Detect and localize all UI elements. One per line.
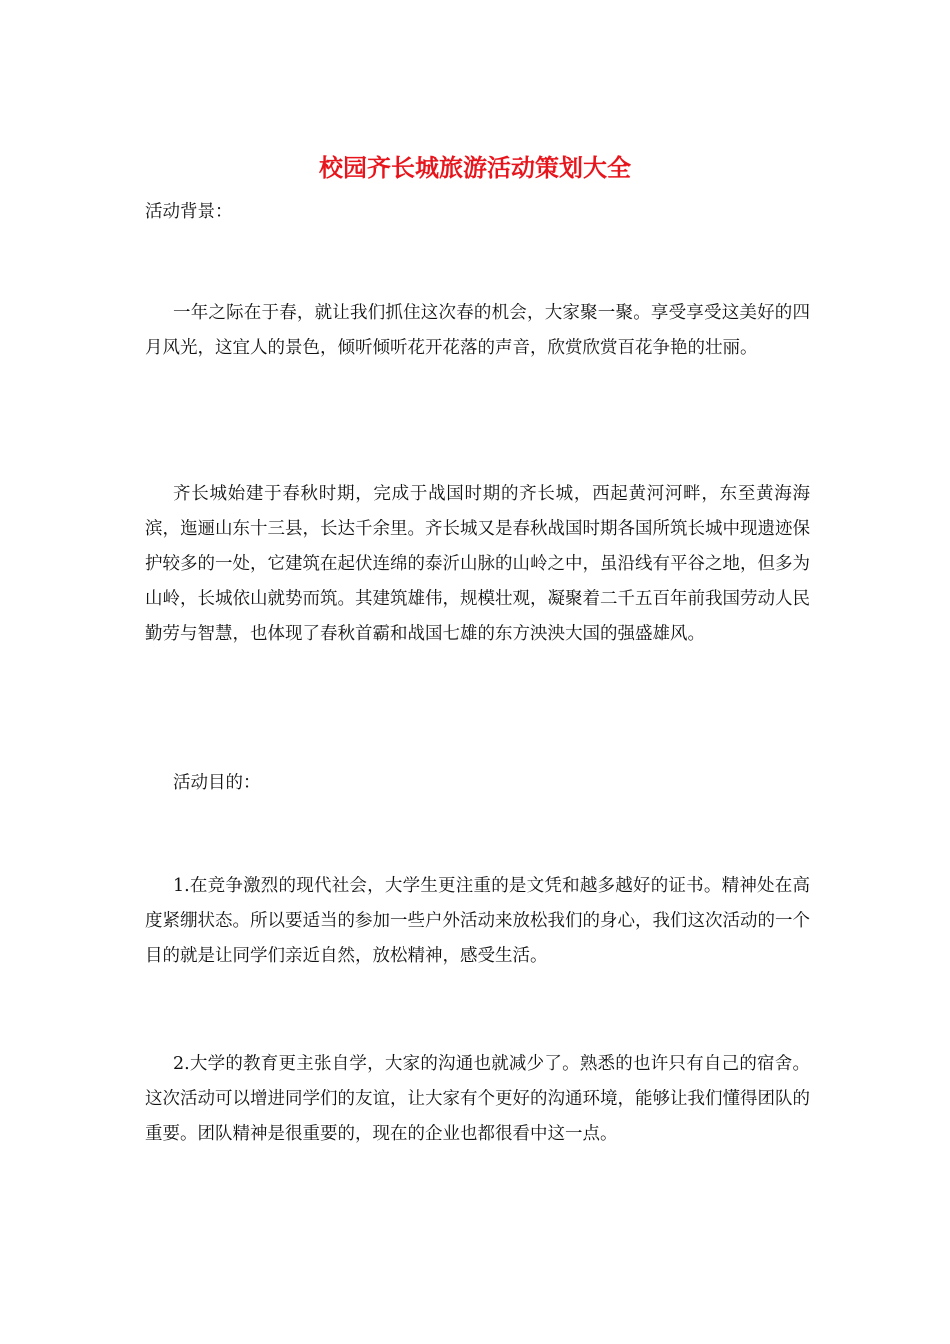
- purpose-heading: 活动目的：: [173, 773, 261, 793]
- purpose-item-1: 1.在竞争激烈的现代社会，大学生更注重的是文凭和越多越好的证书。精神处在高度紧绷状态。所以要适当的参加一些户外活动来放松我们的身心，我们这次活动的一个目的就是让同学们亲近自然，放松精神，感受生活。: [145, 876, 810, 966]
- background-paragraph-1: 一年之际在于春，就让我们抓住这次春的机会，大家聚一聚。享受享受这美好的四月风光，这宜人的景色，倾听倾听花开花落的声音，欣赏欣赏百花争艳的壮丽。: [145, 303, 810, 358]
- background-paragraph-2: 齐长城始建于春秋时期，完成于战国时期的齐长城，西起黄河河畔，东至黄海海滨，迤逦山东十三县，长达千余里。齐长城又是春秋战国时期各国所筑长城中现遗迹保护较多的一处，它建筑在起伏连绵的泰沂山脉的山岭之中，虽沿线有平谷之地，但多为山岭，长城依山就势而筑。其建筑雄伟，规模壮观，凝聚着二千五百年前我国劳动人民勤劳与智慧，也体现了春秋首霸和战国七雄的东方泱泱大国的强盛雄风。: [145, 484, 810, 644]
- background-heading: 活动背景：: [145, 202, 233, 222]
- document-title: 校园齐长城旅游活动策划大全: [319, 153, 631, 182]
- purpose-item-2: 2.大学的教育更主张自学，大家的沟通也就减少了。熟悉的也许只有自己的宿舍。这次活动可以增进同学们的友谊，让大家有个更好的沟通环境，能够让我们懂得团队的重要。团队精神是很重要的，现在的企业也都很看中这一点。: [145, 1054, 810, 1144]
